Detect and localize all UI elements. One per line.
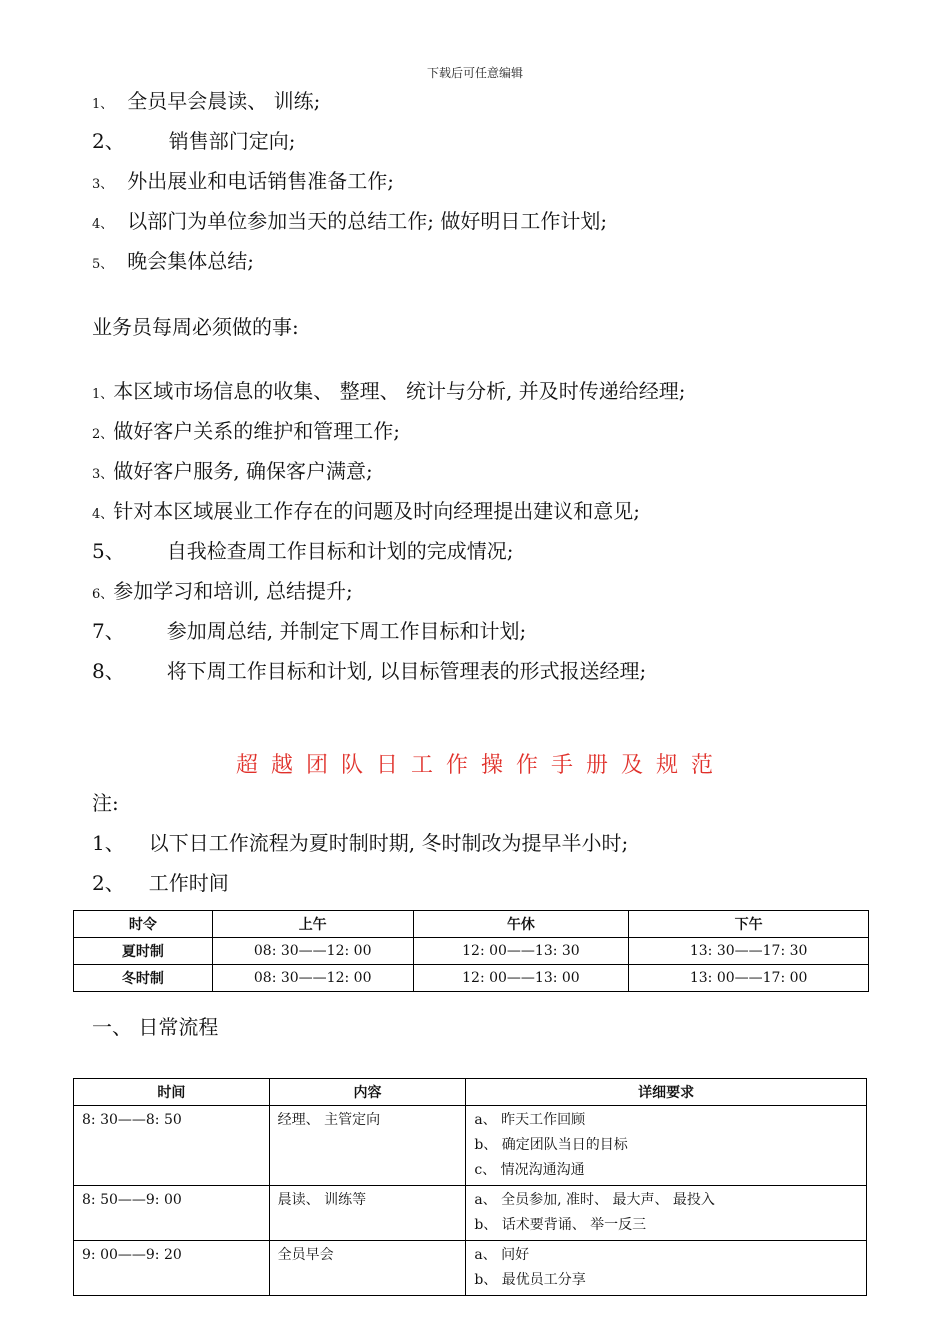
table-cell: 08: 30——12: 00 <box>212 965 413 992</box>
list-text: 晚会集体总结; <box>127 249 255 273</box>
weekly-list-item <box>92 458 373 488</box>
section-title: 超越团队日工作操作手册及规范 <box>235 753 726 778</box>
list-text: 将下周工作目标和计划, 以目标管理表的形式报送经理; <box>166 659 647 683</box>
list-number: 2、 <box>92 871 125 895</box>
table-cell: 8: 50——9: 00 <box>74 1186 270 1241</box>
weekly-list-item <box>92 418 400 448</box>
table-cell <box>466 1186 867 1241</box>
list-text: 做好客户关系的维护和管理工作; <box>113 419 401 443</box>
detail-item: a、 昨天工作回顾 <box>474 1112 586 1128</box>
list-number: 4、 <box>92 217 114 232</box>
table-cell: 08: 30——12: 00 <box>212 938 413 965</box>
table-cell: 12: 00——13: 00 <box>413 965 629 992</box>
table-cell: 晨读、 训练等 <box>269 1186 466 1241</box>
detail-item: a、 问好 <box>474 1247 530 1263</box>
daily-process-heading: 一、 日常流程 <box>92 1015 219 1039</box>
list-number: 3、 <box>92 467 114 482</box>
table-header-cell: 内容 <box>269 1079 466 1106</box>
table-cell: 13: 30——17: 30 <box>629 938 869 965</box>
note-item <box>92 870 229 896</box>
list-text: 外出展业和电话销售准备工作; <box>127 169 395 193</box>
list-number: 1、 <box>92 387 114 402</box>
detail-item: b、 话术要背诵、 举一反三 <box>474 1217 647 1233</box>
list-number: 5、 <box>92 539 125 563</box>
weekly-list-item <box>92 658 646 684</box>
table-row <box>74 1241 867 1296</box>
list-text: 本区域市场信息的收集、 整理、 统计与分析, 并及时传递给经理; <box>113 379 686 403</box>
detail-item: b、 最优员工分享 <box>474 1272 586 1288</box>
weekly-list-item <box>92 538 513 564</box>
list-text: 销售部门定向; <box>168 129 296 153</box>
list-text: 工作时间 <box>148 871 229 895</box>
list-text: 针对本区域展业工作存在的问题及时向经理提出建议和意见; <box>113 499 641 523</box>
table-header-row <box>74 911 869 938</box>
detail-item: a、 全员参加, 准时、 最大声、 最投入 <box>474 1192 715 1208</box>
detail-item: b、 确定团队当日的目标 <box>474 1137 628 1153</box>
table-cell: 13: 00——17: 00 <box>629 965 869 992</box>
table-row <box>74 938 869 965</box>
list-number: 5、 <box>92 257 114 272</box>
list-number: 1、 <box>92 831 125 855</box>
table-cell: 夏时制 <box>74 938 213 965</box>
table-header-cell: 详细要求 <box>466 1079 867 1106</box>
table-header-cell: 时间 <box>74 1079 270 1106</box>
note-label: 注: <box>92 791 119 815</box>
daily-list-item <box>92 248 254 278</box>
table-cell: 12: 00——13: 30 <box>413 938 629 965</box>
weekly-list-item <box>92 498 640 528</box>
daily-list-item <box>92 88 320 118</box>
list-number: 8、 <box>92 659 125 683</box>
table-header-cell: 午休 <box>413 911 629 938</box>
list-text: 以部门为单位参加当天的总结工作; 做好明日工作计划; <box>127 209 608 233</box>
daily-list-item <box>92 128 295 154</box>
table-cell <box>466 1106 867 1186</box>
work-hours-table <box>73 910 869 992</box>
list-number: 3、 <box>92 177 114 192</box>
table-row <box>74 965 869 992</box>
list-text: 全员早会晨读、 训练; <box>127 89 321 113</box>
table-row <box>74 1106 867 1186</box>
weekly-heading: 业务员每周必须做的事: <box>92 315 299 339</box>
list-number: 1、 <box>92 97 114 112</box>
list-text: 以下日工作流程为夏时制时期, 冬时制改为提早半小时; <box>148 831 629 855</box>
table-header-cell: 时令 <box>74 911 213 938</box>
daily-process-table <box>73 1078 867 1296</box>
list-number: 6、 <box>92 587 114 602</box>
list-number: 2、 <box>92 129 125 153</box>
daily-list-item <box>92 208 607 238</box>
list-text: 自我检查周工作目标和计划的完成情况; <box>166 539 514 563</box>
list-number: 7、 <box>92 619 125 643</box>
list-text: 参加周总结, 并制定下周工作目标和计划; <box>166 619 527 643</box>
table-header-cell: 上午 <box>212 911 413 938</box>
list-text: 参加学习和培训, 总结提升; <box>113 579 353 603</box>
page-header: 下载后可任意编辑 <box>426 66 523 80</box>
table-cell <box>466 1241 867 1296</box>
daily-list-item <box>92 168 394 198</box>
list-text: 做好客户服务, 确保客户满意; <box>113 459 373 483</box>
table-header-row <box>74 1079 867 1106</box>
table-cell: 8: 30——8: 50 <box>74 1106 270 1186</box>
table-cell: 9: 00——9: 20 <box>74 1241 270 1296</box>
weekly-list-item <box>92 618 526 644</box>
weekly-list-item <box>92 578 353 608</box>
table-cell: 全员早会 <box>269 1241 466 1296</box>
table-cell: 冬时制 <box>74 965 213 992</box>
detail-item: c、 情况沟通沟通 <box>474 1162 585 1178</box>
list-number: 4、 <box>92 507 114 522</box>
note-item <box>92 830 628 856</box>
table-header-cell: 下午 <box>629 911 869 938</box>
list-number: 2、 <box>92 427 114 442</box>
table-cell: 经理、 主管定向 <box>269 1106 466 1186</box>
weekly-list-item <box>92 378 685 408</box>
table-row <box>74 1186 867 1241</box>
